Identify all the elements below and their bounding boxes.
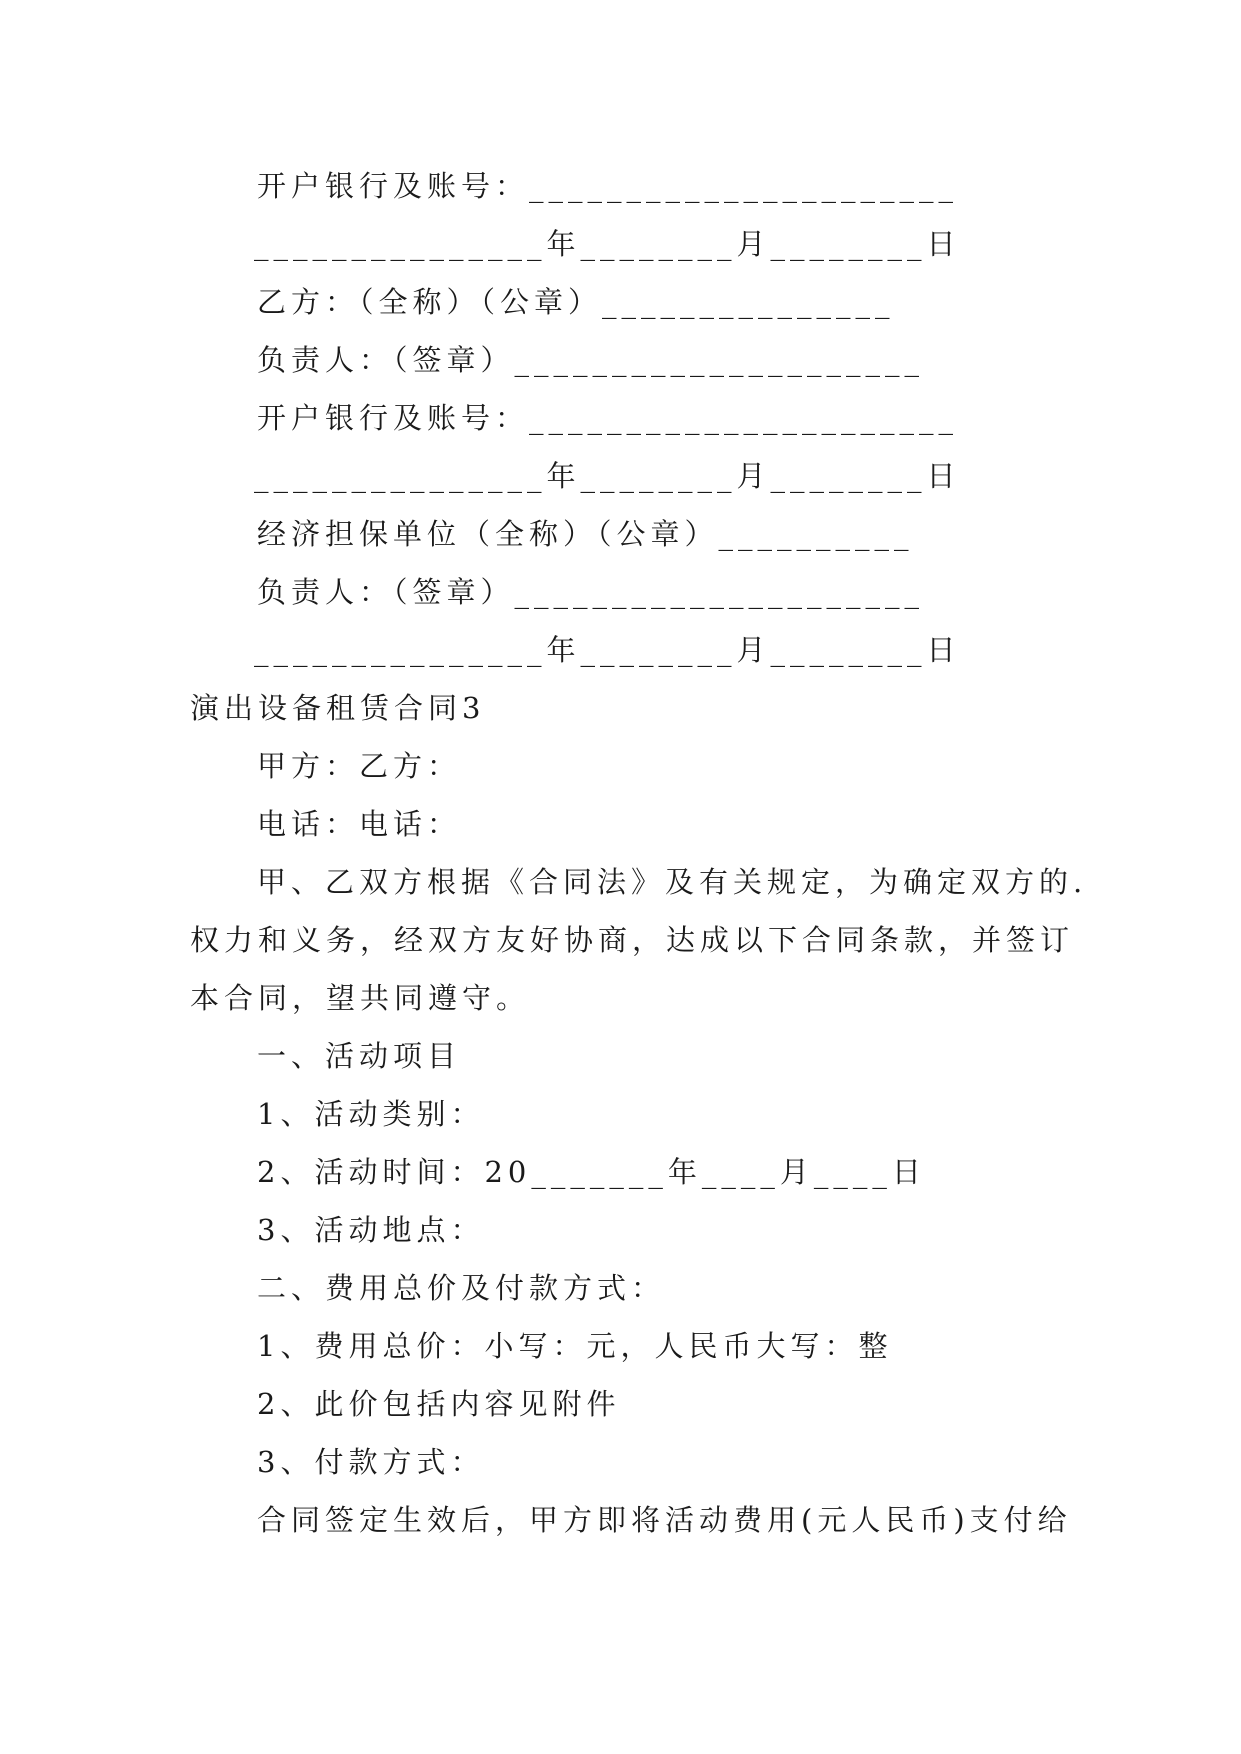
- party-b-bank-account-line: 开户银行及账号：______________________: [257, 401, 959, 435]
- paragraph-line: 本合同，望共同遵守。: [190, 981, 531, 1015]
- clause-heading: 一、活动项目: [257, 1039, 462, 1073]
- section-title: 演出设备租赁合同3: [190, 691, 486, 725]
- clause-item: 3、活动地点：: [257, 1213, 485, 1247]
- paragraph-line: 权力和义务，经双方友好协商，达成以下合同条款，并签订: [190, 923, 1075, 957]
- clause-heading: 二、费用总价及付款方式：: [257, 1271, 666, 1305]
- paragraph-line: 甲、乙双方根据《合同法》及有关规定，为确定双方的.: [257, 865, 1088, 899]
- parties-line: 甲方：乙方：: [257, 749, 462, 783]
- party-b-responsible-signature-line: 负责人：（签章）_____________________: [257, 343, 925, 377]
- guarantor-date-line: _______________年________月________日: [254, 633, 961, 667]
- clause-item: 2、活动时间：20_______年____月____日: [257, 1155, 926, 1189]
- clause-item: 3、付款方式：: [257, 1445, 485, 1479]
- clause-item: 2、此价包括内容见附件: [257, 1387, 621, 1421]
- clause-item: 1、活动类别：: [257, 1097, 485, 1131]
- phone-line: 电话：电话：: [257, 807, 462, 841]
- clause-item: 1、费用总价：小写：元，人民币大写：整: [257, 1329, 893, 1363]
- party-b-name-seal-line: 乙方：（全称）（公章）_______________: [257, 285, 895, 319]
- guarantor-name-seal-line: 经济担保单位（全称）（公章）__________: [257, 517, 914, 551]
- guarantor-responsible-signature-line: 负责人：（签章）_____________________: [257, 575, 925, 609]
- party-a-bank-account-line: 开户银行及账号：______________________: [257, 169, 959, 203]
- party-a-date-line: _______________年________月________日: [254, 227, 961, 261]
- paragraph-line: 合同签定生效后，甲方即将活动费用(元人民币)支付给: [257, 1503, 1072, 1537]
- party-b-date-line: _______________年________月________日: [254, 459, 961, 493]
